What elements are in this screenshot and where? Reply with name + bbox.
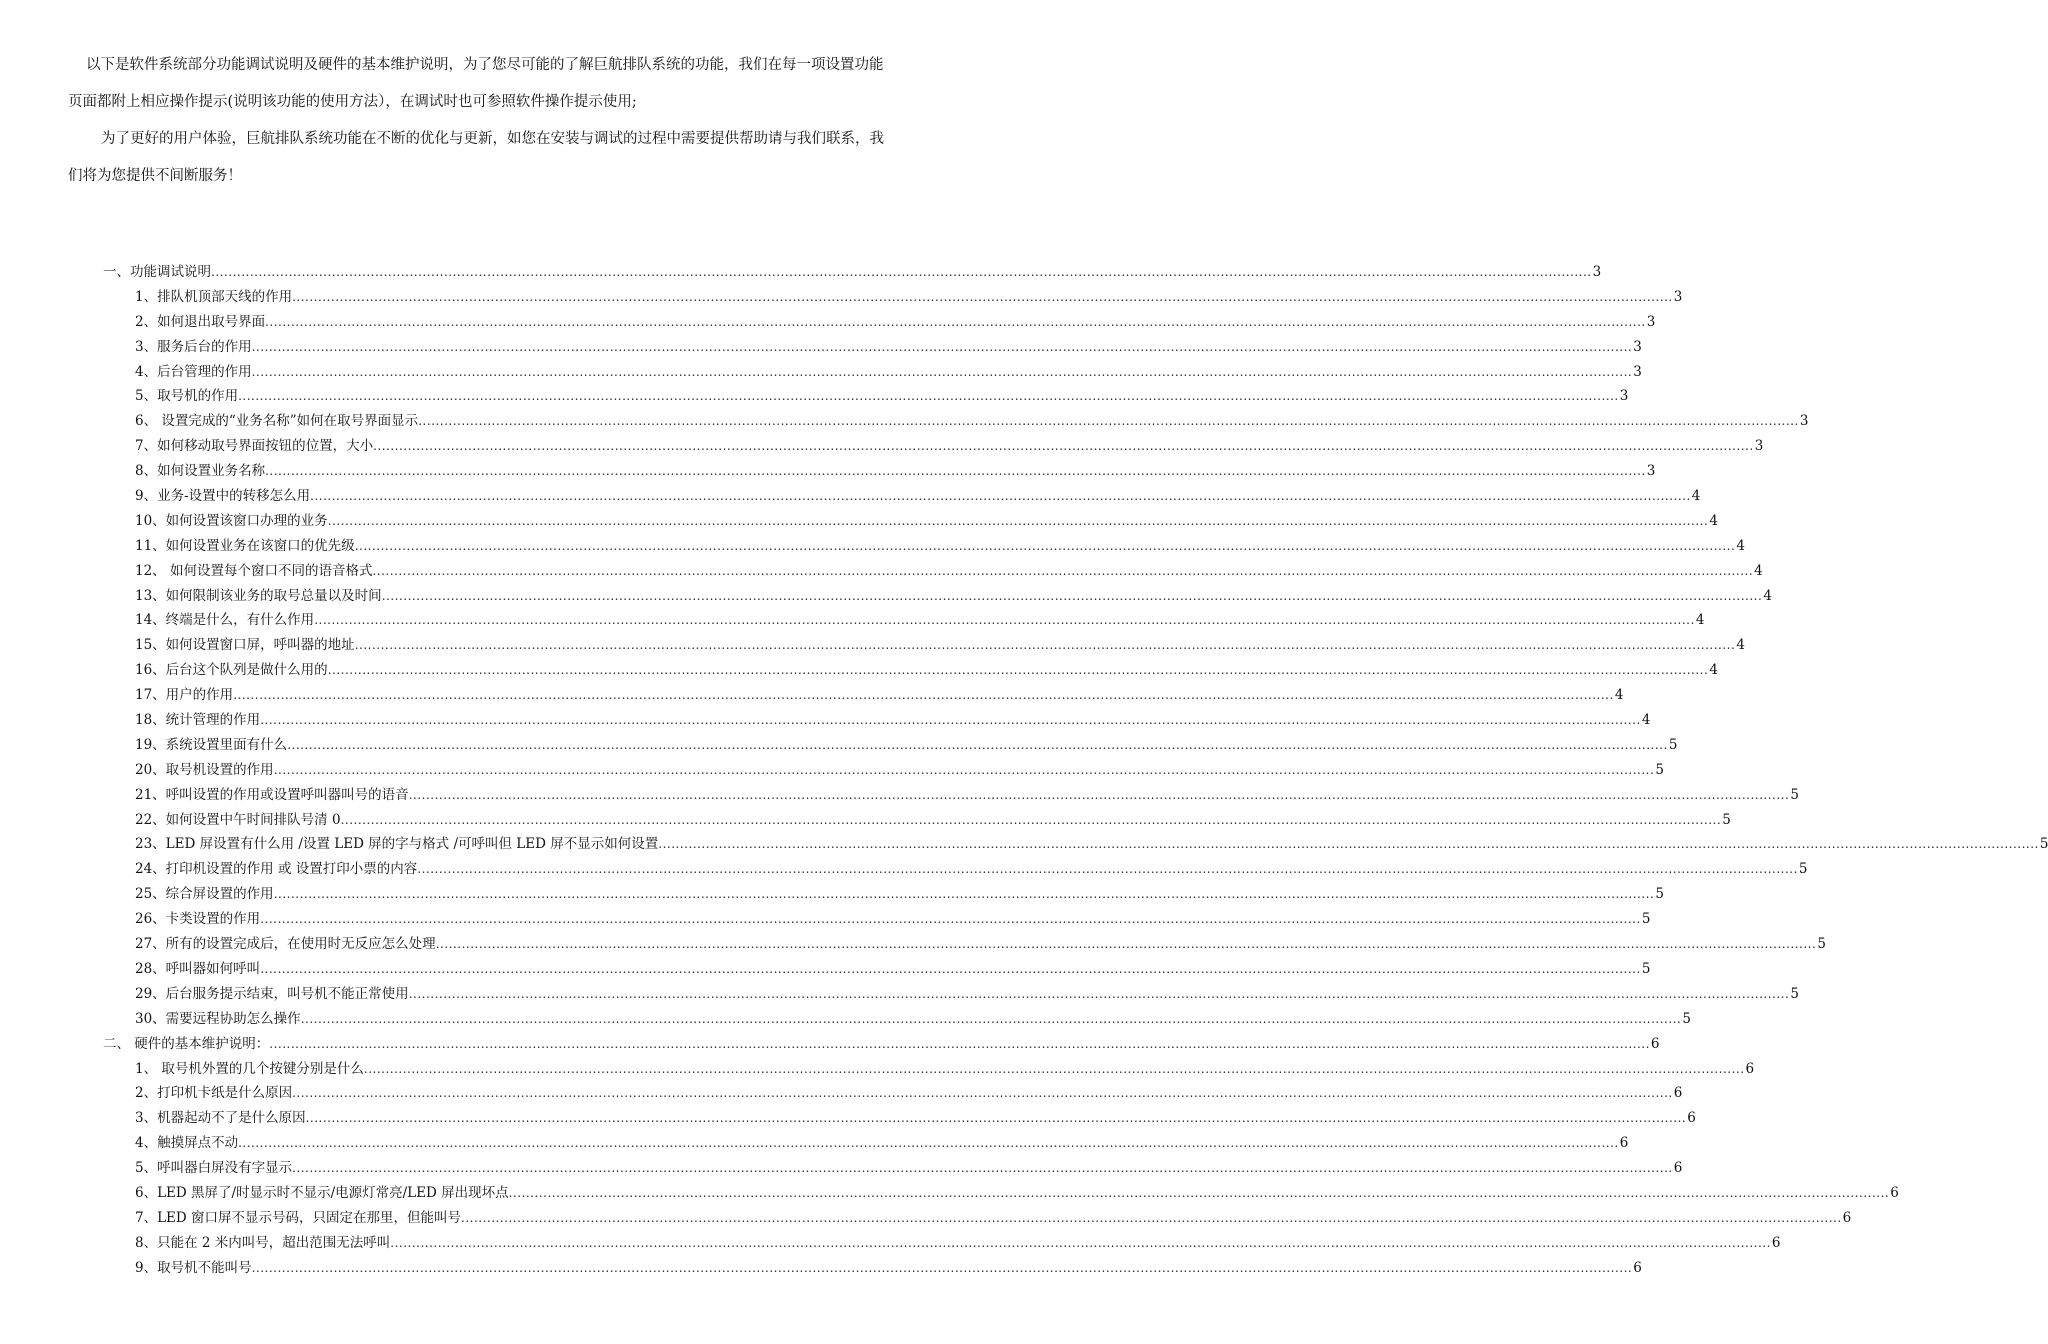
toc-dot-leader: [409, 982, 1790, 1007]
toc-dot-leader: [233, 683, 1614, 708]
toc-entry-title: 10、如何设置该窗口办理的业务: [135, 512, 328, 529]
toc-entry[interactable]: [103, 932, 1826, 957]
toc-page-number: 4: [1736, 637, 1745, 654]
toc-page-number: 4: [1736, 537, 1745, 554]
toc-dot-leader: [355, 534, 1736, 559]
toc-page-number: 3: [1633, 338, 1642, 355]
toc-page-number: 3: [1799, 413, 1809, 430]
toc-page-number: 5: [1641, 960, 1651, 977]
toc-entry-title: 4、触摸屏点不动: [135, 1135, 239, 1152]
toc-page-number: 6: [1633, 1259, 1642, 1276]
toc-entry-title: 6、 设置完成的“业务名称”如何在取号界面显示: [135, 413, 419, 430]
toc-dot-leader: [382, 584, 1763, 609]
toc-page-number: 3: [1754, 438, 1764, 455]
toc-entry-title: 二、 硬件的基本维护说明：: [103, 1035, 270, 1052]
toc-page-number: 3: [1592, 264, 1602, 280]
toc-dot-leader: [265, 310, 1646, 335]
toc-section-heading[interactable]: [103, 260, 1602, 285]
toc-page-number: 5: [1790, 786, 1799, 803]
toc-dot-leader: [292, 1081, 1673, 1106]
toc-dot-leader: [260, 708, 1641, 733]
toc-dot-leader: [265, 459, 1646, 484]
toc-page-number: 5: [1655, 886, 1664, 903]
toc-entry[interactable]: [103, 1057, 1755, 1082]
toc-page-number: 5: [1722, 811, 1731, 828]
toc-dot-leader: [461, 1206, 1842, 1231]
toc-entry-title: 1、 取号机外置的几个按键分别是什么: [135, 1060, 364, 1077]
toc-page-number: 3: [1619, 388, 1629, 405]
toc-dot-leader: [341, 808, 1722, 833]
toc-entry-title: 26、卡类设置的作用: [135, 911, 261, 928]
toc-page-number: 4: [1754, 562, 1763, 579]
toc-entry-title: 6、LED 黑屏了/时显示时不显示/电源灯常亮/LED 屏出现坏点: [135, 1184, 509, 1201]
toc-entry-title: 3、服务后台的作用: [135, 338, 252, 355]
toc-entry-title: 一、功能调试说明: [103, 264, 211, 280]
toc-dot-leader: [238, 1131, 1619, 1156]
toc-entry-title: 15、如何设置窗口屏，呼叫器的地址: [135, 637, 355, 654]
toc-dot-leader: [390, 1231, 1771, 1256]
toc-dot-leader: [373, 434, 1754, 459]
toc-entry-title: 21、呼叫设置的作用或设置呼叫器叫号的语音: [135, 786, 409, 803]
toc-entry[interactable]: [103, 608, 1705, 633]
toc-entry-title: 20、取号机设置的作用: [135, 761, 274, 778]
toc-entry-title: 13、如何限制该业务的取号总量以及时间: [135, 587, 382, 604]
toc-dot-leader: [274, 882, 1655, 907]
toc-dot-leader: [252, 335, 1633, 360]
toc-entry-title: 2、打印机卡纸是什么原因: [135, 1085, 293, 1102]
toc-entry-title: 30、需要远程协助怎么操作: [135, 1010, 301, 1027]
table-of-contents: [103, 260, 2048, 1281]
toc-dot-leader: [274, 758, 1655, 783]
toc-section-heading[interactable]: [103, 1032, 1660, 1057]
toc-dot-leader: [301, 1007, 1682, 1032]
toc-dot-leader: [658, 832, 2039, 857]
toc-entry[interactable]: [103, 808, 1731, 833]
toc-page-number: 3: [1646, 313, 1656, 330]
toc-entry[interactable]: [103, 335, 1642, 360]
toc-entry-title: 3、机器起动不了是什么原因: [135, 1110, 306, 1127]
toc-page-number: 5: [1817, 936, 1826, 953]
toc-page-number: 6: [1745, 1060, 1755, 1077]
toc-page-number: 6: [1842, 1209, 1852, 1226]
toc-page-number: 6: [1619, 1135, 1629, 1152]
toc-dot-leader: [287, 733, 1668, 758]
toc-entry-title: 11、如何设置业务在该窗口的优先级: [135, 537, 355, 554]
toc-dot-leader: [260, 907, 1641, 932]
toc-entry-title: 5、呼叫器白屏没有字显示: [135, 1160, 293, 1177]
toc-entry[interactable]: [103, 409, 1809, 434]
toc-page-number: 6: [1771, 1234, 1781, 1251]
toc-entry[interactable]: [103, 1106, 1696, 1131]
toc-entry[interactable]: [103, 360, 1642, 385]
toc-page-number: 4: [1641, 712, 1651, 729]
toc-entry[interactable]: [103, 1256, 1642, 1281]
toc-entry[interactable]: [103, 310, 1656, 335]
toc-entry[interactable]: [103, 1206, 1852, 1231]
toc-dot-leader: [409, 783, 1790, 808]
toc-entry-title: 9、业务-设置中的转移怎么用: [135, 488, 311, 505]
toc-dot-leader: [292, 1156, 1673, 1181]
toc-dot-leader: [314, 608, 1695, 633]
toc-entry-title: 24、打印机设置的作用 或 设置打印小票的内容: [135, 861, 418, 878]
toc-entry[interactable]: [103, 683, 1624, 708]
toc-entry-title: 7、LED 窗口屏不显示号码，只固定在那里，但能叫号: [135, 1209, 462, 1226]
toc-page-number: 3: [1673, 288, 1683, 305]
intro-paragraph-2: 为了更好的用户体验，巨航排队系统功能在不断的优化与更新，如您在安装与调试的过程中需要提供帮助请与我们联系，我们将为您提供不间断服务！: [68, 131, 884, 184]
toc-entry-title: 8、如何设置业务名称: [135, 463, 266, 480]
toc-entry-title: 17、用户的作用: [135, 687, 234, 704]
toc-dot-leader: [306, 1106, 1687, 1131]
toc-page-number: 6: [1687, 1110, 1696, 1127]
toc-entry[interactable]: [103, 907, 1651, 932]
toc-page-number: 4: [1709, 662, 1718, 679]
toc-entry-title: 7、如何移动取号界面按钮的位置，大小: [135, 438, 374, 455]
toc-entry[interactable]: [103, 1131, 1629, 1156]
toc-entry-title: 2、如何退出取号界面: [135, 313, 266, 330]
intro-paragraph-1: 以下是软件系统部分功能调试说明及硬件的基本维护说明，为了您尽可能的了解巨航排队系统的功能，我们在每一项设置功能页面都附上相应操作提示(说明该功能的使用方法），在调试时也可参照软件操作提示使用;: [68, 57, 884, 110]
toc-entry[interactable]: [103, 1007, 1691, 1032]
toc-entry-title: 28、呼叫器如何呼叫: [135, 960, 261, 977]
toc-page-number: 4: [1763, 587, 1772, 604]
toc-entry[interactable]: [103, 559, 1763, 584]
toc-entry-title: 27、所有的设置完成后，在使用时无反应怎么处理: [135, 936, 436, 953]
toc-entry[interactable]: [103, 1081, 1683, 1106]
toc-entry[interactable]: [103, 459, 1656, 484]
toc-entry-title: 14、终端是什么，有什么作用: [135, 612, 315, 629]
toc-entry[interactable]: [103, 484, 1701, 509]
toc-dot-leader: [238, 384, 1619, 409]
toc-dot-leader: [292, 285, 1673, 310]
toc-dot-leader: [252, 360, 1633, 385]
toc-entry-title: 23、LED 屏设置有什么用 /设置 LED 屏的字与格式 /可呼叫但 LED 屏不显示如何设置: [135, 836, 659, 853]
toc-entry-title: 9、取号机不能叫号: [135, 1259, 252, 1276]
toc-entry-title: 16、后台这个队列是做什么用的: [135, 662, 328, 679]
toc-dot-leader: [269, 1032, 1650, 1057]
toc-entry-title: 8、只能在 2 米内叫号，超出范围无法呼叫: [135, 1234, 391, 1251]
toc-page-number: 5: [2039, 836, 2048, 853]
toc-entry[interactable]: [103, 1181, 1899, 1206]
toc-entry-title: 5、取号机的作用: [135, 388, 239, 405]
toc-entry[interactable]: [103, 285, 1683, 310]
toc-page-number: 5: [1798, 861, 1808, 878]
toc-entry[interactable]: [103, 982, 1799, 1007]
toc-dot-leader: [509, 1181, 1890, 1206]
toc-page-number: 4: [1695, 612, 1705, 629]
toc-page-number: 5: [1668, 736, 1678, 753]
toc-entry-title: 1、排队机顶部天线的作用: [135, 288, 293, 305]
toc-page-number: 4: [1709, 512, 1718, 529]
toc-entry[interactable]: [103, 584, 1772, 609]
toc-dot-leader: [436, 932, 1817, 957]
toc-entry[interactable]: [103, 758, 1664, 783]
toc-page-number: 5: [1655, 761, 1664, 778]
toc-entry[interactable]: [103, 708, 1651, 733]
toc-page-number: 5: [1790, 985, 1799, 1002]
toc-page-number: 6: [1650, 1035, 1660, 1052]
toc-dot-leader: [418, 409, 1799, 434]
toc-dot-leader: [260, 957, 1641, 982]
toc-dot-leader: [310, 484, 1691, 509]
toc-entry-title: 25、综合屏设置的作用: [135, 886, 274, 903]
toc-entry[interactable]: [103, 857, 1808, 882]
intro-section: [68, 47, 888, 195]
toc-page-number: 4: [1614, 687, 1624, 704]
toc-entry[interactable]: [103, 434, 1764, 459]
toc-dot-leader: [372, 559, 1753, 584]
toc-dot-leader: [355, 633, 1736, 658]
toc-entry[interactable]: [103, 384, 1629, 409]
toc-page-number: 6: [1890, 1184, 1899, 1201]
toc-page-number: 5: [1682, 1010, 1691, 1027]
toc-entry[interactable]: [103, 733, 1678, 758]
toc-dot-leader: [364, 1057, 1745, 1082]
toc-entry[interactable]: [103, 534, 1745, 559]
toc-entry[interactable]: [103, 783, 1799, 808]
toc-page-number: 3: [1646, 463, 1656, 480]
toc-entry[interactable]: [103, 832, 2048, 857]
toc-dot-leader: [211, 260, 1592, 285]
toc-entry-title: 4、后台管理的作用: [135, 363, 252, 380]
toc-page-number: 5: [1641, 911, 1651, 928]
toc-dot-leader: [328, 509, 1709, 534]
toc-page-number: 4: [1691, 488, 1701, 505]
toc-entry-title: 18、统计管理的作用: [135, 712, 261, 729]
toc-entry[interactable]: [103, 1156, 1683, 1181]
toc-entry-title: 19、系统设置里面有什么: [135, 736, 288, 753]
toc-dot-leader: [252, 1256, 1633, 1281]
toc-page-number: 3: [1633, 363, 1642, 380]
toc-entry-title: 22、如何设置中午时间排队号清 0: [135, 811, 341, 828]
toc-page-number: 6: [1673, 1085, 1683, 1102]
toc-entry[interactable]: [103, 509, 1718, 534]
toc-entry-title: 29、后台服务提示结束，叫号机不能正常使用: [135, 985, 409, 1002]
toc-page-number: 6: [1673, 1160, 1683, 1177]
toc-entry[interactable]: [103, 633, 1745, 658]
toc-entry[interactable]: [103, 957, 1651, 982]
toc-dot-leader: [328, 658, 1709, 683]
toc-entry[interactable]: [103, 882, 1664, 907]
toc-entry[interactable]: [103, 658, 1718, 683]
toc-dot-leader: [417, 857, 1798, 882]
toc-entry[interactable]: [103, 1231, 1781, 1256]
toc-entry-title: 12、 如何设置每个窗口不同的语音格式: [135, 562, 373, 579]
